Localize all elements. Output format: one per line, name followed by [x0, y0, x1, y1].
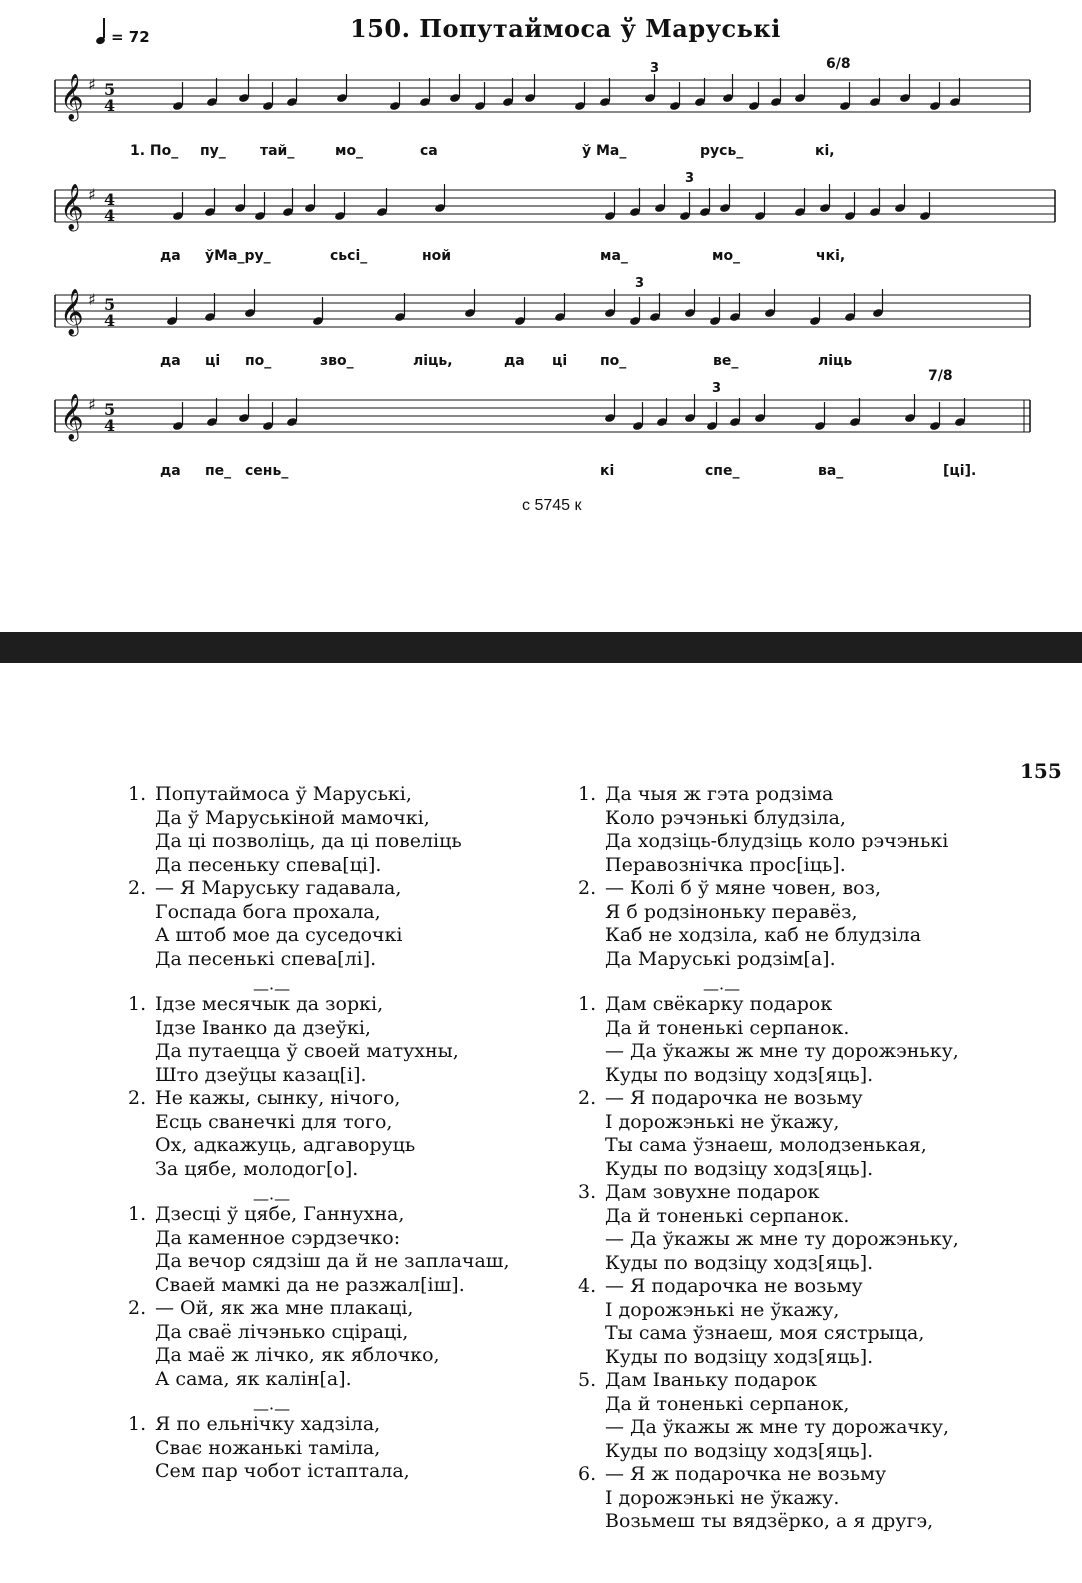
lyric-syllable: по_ — [245, 353, 272, 369]
verse-line: Ідзе месячык да зоркі, — [155, 993, 384, 1015]
time-signature-top: 4 — [104, 190, 116, 209]
song-title: 150. Попутаймоса ў Маруські — [350, 14, 781, 43]
lyric-syllable: ліць — [818, 353, 853, 369]
verse-line: Каб не ходзіла, каб не блудзіла — [605, 924, 922, 946]
separator-mark: —·— — [253, 1189, 291, 1208]
lyric-syllable: да — [504, 353, 525, 369]
verse-line: Ты сама ўзнаеш, молодзенькая, — [605, 1134, 927, 1156]
stanza — [578, 783, 1018, 877]
verse-line: Да путаецца ў своей матухны, — [155, 1040, 459, 1062]
lyric-syllable: мо_ — [712, 248, 741, 264]
score-page — [0, 0, 1082, 632]
verse-line: Што дзеўцы казац[і]. — [155, 1063, 367, 1086]
time-signature-bottom: 4 — [104, 206, 116, 225]
verse-line: Куды по водзіцу ходз[яць]. — [605, 1063, 874, 1086]
verse-line: Да маё ж лічко, як яблочко, — [155, 1344, 440, 1366]
lyric-syllable: да — [160, 353, 181, 369]
verse-line: А сама, як калін[а]. — [155, 1367, 352, 1390]
music-score — [0, 40, 1082, 490]
stanza-number: 1. — [578, 993, 597, 1015]
lyric-syllable: да — [160, 248, 181, 264]
lyric-syllable: ўМа_ру_ — [205, 248, 271, 264]
stanza-number: 2. — [578, 1087, 597, 1109]
verse-line: — Да ўкажы ж мне ту дорожэньку, — [605, 1040, 959, 1062]
key-sharp-icon: ♯ — [88, 185, 96, 204]
lyric-syllable: ве_ — [713, 353, 739, 369]
lyric-syllable: ці — [205, 353, 221, 369]
verse-line: Куды по водзіцу ходз[яць]. — [605, 1439, 874, 1462]
stanza-number: 5. — [578, 1369, 597, 1391]
verse-line: Сває ножанькі таміла, — [155, 1436, 381, 1459]
stanza — [128, 1297, 568, 1391]
lyric-syllable: ма_ — [600, 248, 628, 264]
time-signature-bottom: 4 — [104, 96, 116, 115]
key-sharp-icon: ♯ — [88, 75, 96, 94]
stanza-number: 2. — [578, 877, 597, 899]
lyric-syllable: спе_ — [705, 463, 740, 479]
treble-clef-icon: 𝄞 — [60, 184, 84, 230]
verse-line: Ох, адкажуць, адгаворуць — [155, 1134, 416, 1156]
verse-line: Я по ельнічку хадзіла, — [155, 1413, 381, 1435]
verse-line: Сваей мамкі да не разжал[іш]. — [155, 1273, 465, 1296]
lyric-syllable: ў Ма_ — [582, 143, 627, 159]
stanza — [578, 877, 1018, 971]
stanza-separator — [578, 971, 1018, 998]
verse-line: — Я ж подарочка не возьму — [605, 1463, 887, 1485]
stanza-number: 1. — [128, 1203, 147, 1225]
verse-line: І дорожэнькі не ўкажу. — [605, 1486, 840, 1509]
verse-line: І дорожэнькі не ўкажу, — [605, 1110, 840, 1133]
verse-line: Да Маруські родзім[а]. — [605, 947, 836, 970]
verse-line: Ідзе Іванко да дзеўкі, — [155, 1016, 371, 1039]
stanza — [128, 877, 568, 971]
stanza — [578, 1275, 1018, 1369]
stanza — [128, 1413, 568, 1484]
separator-mark: —·— — [253, 979, 291, 998]
lyric-syllable: ці — [552, 353, 568, 369]
verse-line: Да ці позволіць, да ці повеліць — [155, 830, 462, 852]
lyric-syllable: да — [160, 463, 181, 479]
treble-clef-icon: 𝄞 — [60, 74, 84, 120]
lyric-syllable: мо_ — [335, 143, 364, 159]
verse-line: Возьмеш ты вядзёрко, а я другэ, — [605, 1510, 934, 1532]
lyric-syllable: зво_ — [320, 353, 354, 369]
key-sharp-icon: ♯ — [88, 395, 96, 414]
lyric-syllable: ной — [422, 248, 452, 264]
stanza-number: 1. — [128, 1413, 147, 1435]
lyric-syllable: [ці]. — [943, 463, 977, 479]
verse-line: — Да ўкажы ж мне ту дорожэньку, — [605, 1228, 959, 1250]
verse-line: Да вечор сядзіш да й не заплачаш, — [155, 1250, 510, 1272]
meter-mark: 7/8 — [928, 368, 953, 384]
catalog-number: с 5745 к — [522, 497, 582, 514]
lyric-syllable: сень_ — [245, 463, 289, 479]
verse-line: — Колі б ў мяне човен, воз, — [605, 877, 882, 899]
lyric-syllable: ва_ — [818, 463, 844, 479]
stanza — [578, 1181, 1018, 1275]
verse-line: Куды по водзіцу ходз[яць]. — [605, 1251, 874, 1274]
separator-mark: —·— — [253, 1399, 291, 1418]
lyric-syllable: ліць, — [413, 353, 453, 369]
verse-line: Дзесці ў цябе, Ганнухна, — [155, 1203, 405, 1225]
verse-line: Да песеньку спева[ці]. — [155, 853, 382, 876]
stanza — [578, 1369, 1018, 1463]
tuplet-mark: 3 — [685, 171, 695, 186]
time-signature-top: 5 — [104, 80, 116, 99]
stanza — [128, 1203, 568, 1297]
stanza-number: 1. — [578, 783, 597, 805]
verse-line: Да сваё лічэнько сціраці, — [155, 1320, 409, 1343]
verse-line: Я б родзіноньку перавёз, — [605, 900, 858, 923]
lyric-syllable: пе_ — [205, 463, 232, 479]
right-lyrics-column — [578, 783, 1018, 1534]
lyric-syllable: тай_ — [260, 143, 295, 159]
verse-line: Да ў Маруськіной мамочкі, — [155, 806, 430, 829]
stanza-separator — [128, 971, 568, 998]
verse-line: Дам Іваньку подарок — [605, 1369, 817, 1391]
stanza — [578, 993, 1018, 1087]
verse-line: Перавознічка прос[іць]. — [605, 853, 846, 876]
verse-line: — Я Маруську гадавала, — [155, 877, 402, 899]
verse-line: За цябе, молодог[о]. — [155, 1157, 359, 1180]
left-lyrics-column — [128, 783, 568, 1484]
lyric-syllable: пу_ — [200, 143, 226, 159]
treble-clef-icon: 𝄞 — [60, 394, 84, 440]
verse-line: Коло рэчэнькі блудзіла, — [605, 806, 846, 829]
verse-line: Куды по водзіцу ходз[яць]. — [605, 1345, 874, 1368]
separator-mark: —·— — [703, 979, 741, 998]
verse-line: І дорожэнькі не ўкажу, — [605, 1298, 840, 1321]
verse-line: Ты сама ўзнаеш, моя сястрыца, — [605, 1322, 925, 1344]
stanza — [578, 1087, 1018, 1181]
stanza-number: 2. — [128, 1087, 147, 1109]
verse-line: Куды по водзіцу ходз[яць]. — [605, 1157, 874, 1180]
stanza — [128, 783, 568, 877]
verse-line: Госпада бога прохала, — [155, 900, 381, 923]
lyric-syllable: сьсі_ — [330, 248, 368, 264]
tuplet-mark: 3 — [712, 381, 722, 396]
verse-line: — Ой, як жа мне плакаці, — [155, 1297, 414, 1319]
lyric-syllable: кі — [600, 463, 615, 479]
lyric-syllable: по_ — [600, 353, 627, 369]
page-divider — [0, 632, 1082, 663]
verse-line: — Я подарочка не возьму — [605, 1275, 863, 1297]
verse-line: Да чыя ж гэта родзіма — [605, 783, 834, 805]
stanza-number: 6. — [578, 1463, 597, 1485]
lyric-syllable: чкі, — [816, 248, 846, 264]
verse-line: Да песенькі спева[лі]. — [155, 947, 377, 970]
treble-clef-icon: 𝄞 — [60, 289, 84, 335]
verse-line: Сем пар чобот істаптала, — [155, 1460, 410, 1482]
verse-line: Да й тоненькі серпанок, — [605, 1392, 850, 1415]
lyric-syllable: 1. По_ — [130, 143, 179, 159]
tuplet-mark: 3 — [650, 61, 660, 76]
tuplet-mark: 3 — [635, 276, 645, 291]
time-signature-bottom: 4 — [104, 311, 116, 330]
stanza — [128, 993, 568, 1087]
stanza-number: 1. — [128, 783, 147, 805]
verse-line: Да й тоненькі серпанок. — [605, 1204, 850, 1227]
stanza-number: 4. — [578, 1275, 597, 1297]
lyric-syllable: русь_ — [700, 143, 744, 159]
verse-line: Да каменное сэрдзечко: — [155, 1226, 401, 1249]
verse-line: Есць сванечкі для того, — [155, 1110, 393, 1133]
tempo-mark: = 72 — [96, 22, 150, 46]
verse-line: Дам свёкарку подарок — [605, 993, 833, 1015]
verse-line: — Я подарочка не возьму — [605, 1087, 863, 1109]
verse-line: Дам зовухне подарок — [605, 1181, 820, 1203]
stanza-number: 2. — [128, 877, 147, 899]
stanza — [578, 1463, 1018, 1534]
stanza-separator — [128, 1391, 568, 1418]
verse-line: — Да ўкажы ж мне ту дорожачку, — [605, 1416, 950, 1438]
stanza-number: 1. — [128, 993, 147, 1015]
verse-line: Попутаймоса ў Маруські, — [155, 783, 412, 805]
stanza-separator — [128, 1181, 568, 1208]
verse-line: Да ходзіць-блудзіць коло рэчэнькі — [605, 830, 949, 852]
verse-line: Не кажы, сынку, нічого, — [155, 1087, 401, 1109]
stanza — [128, 1087, 568, 1181]
time-signature-top: 5 — [104, 400, 116, 419]
time-signature-bottom: 4 — [104, 416, 116, 435]
verse-line: А штоб мое да суседочкі — [155, 924, 403, 946]
stanza-number: 3. — [578, 1181, 597, 1203]
key-sharp-icon: ♯ — [88, 290, 96, 309]
time-signature-top: 5 — [104, 295, 116, 314]
lyric-syllable: са — [420, 143, 438, 159]
lyrics-page — [0, 663, 1082, 1583]
lyric-syllable: кі, — [815, 143, 835, 159]
meter-mark: 6/8 — [826, 56, 851, 72]
page-number: 155 — [1020, 759, 1062, 783]
stanza-number: 2. — [128, 1297, 147, 1319]
verse-line: Да й тоненькі серпанок. — [605, 1016, 850, 1039]
